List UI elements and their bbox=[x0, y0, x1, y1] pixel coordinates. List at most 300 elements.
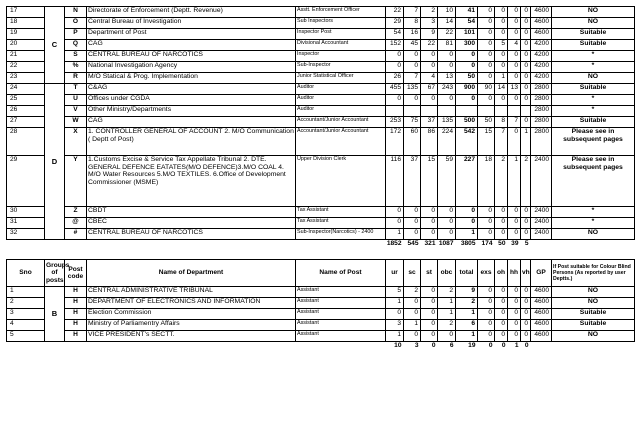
obc-cell: 224 bbox=[438, 128, 456, 156]
total-oh: 50 bbox=[495, 240, 508, 250]
suitable-cell: NO bbox=[552, 331, 635, 342]
st-cell: 9 bbox=[421, 29, 438, 40]
sc-cell: 8 bbox=[404, 18, 421, 29]
department-cell: CENTRAL ADMINISTRATIVE TRIBUNAL bbox=[87, 287, 296, 298]
lower-totals bbox=[7, 342, 635, 352]
sno-cell: 25 bbox=[7, 95, 45, 106]
department-cell: Directorate of Enforcement (Deptt. Revenue) bbox=[87, 7, 296, 18]
ur-cell: 0 bbox=[386, 309, 404, 320]
department-cell: Ministry of Parliamentry Affairs bbox=[87, 320, 296, 331]
post-code-cell: H bbox=[65, 309, 87, 320]
sc-cell: 75 bbox=[404, 117, 421, 128]
sno-cell: 17 bbox=[7, 7, 45, 18]
sno-cell: 24 bbox=[7, 84, 45, 95]
header-post-code: Post code bbox=[65, 260, 87, 287]
gp-cell: 2800 bbox=[531, 106, 552, 117]
exs-cell: 0 bbox=[478, 7, 495, 18]
st-cell: 67 bbox=[421, 84, 438, 95]
total-hh: 39 bbox=[508, 240, 521, 250]
department-cell: CAG bbox=[87, 40, 296, 51]
st-cell: 0 bbox=[421, 51, 438, 62]
table-row bbox=[7, 331, 635, 342]
st-cell: 0 bbox=[421, 298, 438, 309]
post-code-cell: W bbox=[65, 117, 87, 128]
department-cell: CBEC bbox=[87, 218, 296, 229]
st-cell: 0 bbox=[421, 320, 438, 331]
ur-cell: 3 bbox=[386, 320, 404, 331]
post-code-cell: P bbox=[65, 29, 87, 40]
ur-cell: 172 bbox=[386, 128, 404, 156]
obc-cell: 0 bbox=[438, 207, 456, 218]
post-code-cell: H bbox=[65, 331, 87, 342]
ur-cell: 22 bbox=[386, 7, 404, 18]
exs-cell: 15 bbox=[478, 128, 495, 156]
total-cell: 0 bbox=[456, 95, 478, 106]
sc-cell: 16 bbox=[404, 29, 421, 40]
post-cell: Assistant bbox=[296, 331, 386, 342]
gp-cell: 4600 bbox=[531, 298, 552, 309]
post-code-cell: U bbox=[65, 95, 87, 106]
post-cell: Divisional Accountant bbox=[296, 40, 386, 51]
vh-cell: 0 bbox=[521, 207, 531, 218]
oh-cell: 0 bbox=[495, 62, 508, 73]
department-cell: Offices under CGDA bbox=[87, 95, 296, 106]
obc-cell: 2 bbox=[438, 287, 456, 298]
ur-cell: 0 bbox=[386, 51, 404, 62]
vacancy-document bbox=[6, 6, 634, 351]
hh-cell: 7 bbox=[508, 117, 521, 128]
lower-total-oh: 0 bbox=[495, 342, 508, 352]
department-cell: DEPARTMENT OF ELECTRONICS AND INFORMATION bbox=[87, 298, 296, 309]
gp-cell: 4200 bbox=[531, 62, 552, 73]
lower-total-obc: 6 bbox=[438, 342, 456, 352]
suitable-cell: * bbox=[552, 218, 635, 229]
hh-cell: 13 bbox=[508, 84, 521, 95]
table-row bbox=[7, 117, 635, 128]
oh-cell: 0 bbox=[495, 95, 508, 106]
lower-total-hh: 1 bbox=[508, 342, 521, 352]
obc-cell: 243 bbox=[438, 84, 456, 95]
post-code-cell: % bbox=[65, 62, 87, 73]
suitable-cell: Please see in subsequent pages bbox=[552, 156, 635, 207]
hh-cell: 4 bbox=[508, 40, 521, 51]
group-cell: B bbox=[45, 287, 65, 342]
post-cell: Junior Statistical Officer bbox=[296, 73, 386, 84]
post-code-cell: Y bbox=[65, 156, 87, 207]
header-row bbox=[7, 260, 635, 287]
suitable-cell: * bbox=[552, 95, 635, 106]
gp-cell: 2400 bbox=[531, 156, 552, 207]
lower-total-total: 19 bbox=[456, 342, 478, 352]
hh-cell: 0 bbox=[508, 29, 521, 40]
header-suitable: If Post suitable for Colour Blind Persons (As reported by user Deptts.) bbox=[552, 260, 635, 287]
post-cell: Inspector Post bbox=[296, 29, 386, 40]
sc-cell: 0 bbox=[404, 218, 421, 229]
hh-cell: 0 bbox=[508, 309, 521, 320]
suitable-cell: * bbox=[552, 51, 635, 62]
table-row bbox=[7, 73, 635, 84]
suitable-cell: Suitable bbox=[552, 309, 635, 320]
obc-cell: 14 bbox=[438, 18, 456, 29]
total-cell: 300 bbox=[456, 40, 478, 51]
oh-cell: 0 bbox=[495, 298, 508, 309]
vh-cell bbox=[521, 106, 531, 117]
suitable-cell: NO bbox=[552, 7, 635, 18]
header-total: total bbox=[456, 260, 478, 287]
sc-cell bbox=[404, 106, 421, 117]
total-vh: 5 bbox=[521, 240, 531, 250]
post-cell: Tax Assistant bbox=[296, 218, 386, 229]
vh-cell: 0 bbox=[521, 331, 531, 342]
department-cell: CBDT bbox=[87, 207, 296, 218]
ur-cell: 455 bbox=[386, 84, 404, 95]
sc-cell: 0 bbox=[404, 331, 421, 342]
st-cell: 15 bbox=[421, 156, 438, 207]
oh-cell: 0 bbox=[495, 218, 508, 229]
suitable-cell: Suitable bbox=[552, 117, 635, 128]
ur-cell bbox=[386, 106, 404, 117]
hh-cell: 0 bbox=[508, 95, 521, 106]
sno-cell: 23 bbox=[7, 73, 45, 84]
ur-cell: 0 bbox=[386, 62, 404, 73]
ur-cell: 116 bbox=[386, 156, 404, 207]
vh-cell: 0 bbox=[521, 218, 531, 229]
department-cell: Election Commission bbox=[87, 309, 296, 320]
vh-cell: 0 bbox=[521, 84, 531, 95]
post-code-cell: Q bbox=[65, 40, 87, 51]
gp-cell: 4600 bbox=[531, 29, 552, 40]
hh-cell: 0 bbox=[508, 73, 521, 84]
vh-cell: 0 bbox=[521, 18, 531, 29]
hh-cell: 1 bbox=[508, 156, 521, 207]
lower-total-exs: 0 bbox=[478, 342, 495, 352]
department-cell: Other Ministry/Departments bbox=[87, 106, 296, 117]
hh-cell: 0 bbox=[508, 320, 521, 331]
post-cell: Assistant bbox=[296, 298, 386, 309]
ur-cell: 5 bbox=[386, 287, 404, 298]
total-st: 321 bbox=[421, 240, 438, 250]
group-cell: D bbox=[45, 84, 65, 240]
total-obc: 1087 bbox=[438, 240, 454, 247]
hh-cell: 0 bbox=[508, 7, 521, 18]
obc-cell: 22 bbox=[438, 29, 456, 40]
suitable-cell: * bbox=[552, 62, 635, 73]
department-cell: VICE PRESIDENT's SECTT. bbox=[87, 331, 296, 342]
ur-cell: 152 bbox=[386, 40, 404, 51]
vh-cell: 0 bbox=[521, 309, 531, 320]
department-cell: CENTRAL BUREAU OF NARCOTICS bbox=[87, 51, 296, 62]
sc-cell: 0 bbox=[404, 229, 421, 240]
obc-cell: 1 bbox=[438, 309, 456, 320]
sno-cell: 2 bbox=[7, 298, 45, 309]
suitable-cell: Suitable bbox=[552, 84, 635, 95]
ur-cell: 253 bbox=[386, 117, 404, 128]
table-row bbox=[7, 218, 635, 229]
gp-cell: 4600 bbox=[531, 331, 552, 342]
post-code-cell: H bbox=[65, 298, 87, 309]
sno-cell: 1 bbox=[7, 287, 45, 298]
hh-cell: 0 bbox=[508, 287, 521, 298]
total-cell: 0 bbox=[456, 51, 478, 62]
gp-cell: 4200 bbox=[531, 40, 552, 51]
oh-cell bbox=[495, 106, 508, 117]
total-cell: 1 bbox=[456, 309, 478, 320]
total-cell: 0 bbox=[456, 207, 478, 218]
oh-cell: 8 bbox=[495, 117, 508, 128]
gp-cell: 4600 bbox=[531, 287, 552, 298]
gp-cell: 2800 bbox=[531, 84, 552, 95]
vh-cell: 0 bbox=[521, 29, 531, 40]
post-code-cell: @ bbox=[65, 218, 87, 229]
post-cell: Inspector bbox=[296, 51, 386, 62]
vh-cell: 2 bbox=[521, 156, 531, 207]
ur-cell: 29 bbox=[386, 18, 404, 29]
exs-cell: 0 bbox=[478, 18, 495, 29]
oh-cell: 1 bbox=[495, 73, 508, 84]
exs-cell: 18 bbox=[478, 156, 495, 207]
department-cell: C&AG bbox=[87, 84, 296, 95]
post-code-cell: T bbox=[65, 84, 87, 95]
hh-cell: 0 bbox=[508, 128, 521, 156]
post-cell: Assistant bbox=[296, 287, 386, 298]
header-gp: GP bbox=[531, 260, 552, 287]
obc-cell: 10 bbox=[438, 7, 456, 18]
obc-cell: 1 bbox=[438, 298, 456, 309]
st-cell: 4 bbox=[421, 73, 438, 84]
total-cell: 227 bbox=[456, 156, 478, 207]
exs-cell: 90 bbox=[478, 84, 495, 95]
sno-cell: 29 bbox=[7, 156, 45, 207]
oh-cell: 0 bbox=[495, 7, 508, 18]
hh-cell: 0 bbox=[508, 18, 521, 29]
oh-cell: 0 bbox=[495, 229, 508, 240]
sc-cell: 1 bbox=[404, 320, 421, 331]
header-group: Groups of posts bbox=[45, 260, 65, 287]
obc-cell: 0 bbox=[438, 62, 456, 73]
department-cell: CENTRAL BUREAU OF NARCOTICS bbox=[87, 229, 296, 240]
post-cell: Assistant bbox=[296, 309, 386, 320]
exs-cell: 0 bbox=[478, 95, 495, 106]
post-cell: Sub-Inspector bbox=[296, 62, 386, 73]
post-cell: Auditor bbox=[296, 106, 386, 117]
post-cell: Sub-Inspector(Narcotics) - 2400 bbox=[296, 229, 386, 240]
post-code-cell: S bbox=[65, 51, 87, 62]
sno-cell: 26 bbox=[7, 106, 45, 117]
header-sc: sc bbox=[404, 260, 421, 287]
sc-cell: 0 bbox=[404, 95, 421, 106]
total-cell: 542 bbox=[456, 128, 478, 156]
total-cell: 6 bbox=[456, 320, 478, 331]
hh-cell: 0 bbox=[508, 207, 521, 218]
oh-cell: 2 bbox=[495, 156, 508, 207]
sc-cell: 135 bbox=[404, 84, 421, 95]
table-row bbox=[7, 156, 635, 207]
oh-cell: 0 bbox=[495, 29, 508, 40]
vh-cell: 0 bbox=[521, 298, 531, 309]
total-cell: 50 bbox=[456, 73, 478, 84]
vh-cell: 0 bbox=[521, 51, 531, 62]
header-sno: Sno bbox=[7, 260, 45, 287]
total-cell: 101 bbox=[456, 29, 478, 40]
vh-cell: 0 bbox=[521, 320, 531, 331]
sc-cell: 37 bbox=[404, 156, 421, 207]
header-ur: ur bbox=[386, 260, 404, 287]
suitable-cell: Please see in subsequent pages bbox=[552, 128, 635, 156]
hh-cell: 0 bbox=[508, 229, 521, 240]
suitable-cell: NO bbox=[552, 298, 635, 309]
lower-table-body bbox=[7, 287, 635, 342]
total-cell: 500 bbox=[456, 117, 478, 128]
obc-cell: 0 bbox=[438, 229, 456, 240]
table-row bbox=[7, 106, 635, 117]
post-code-cell: V bbox=[65, 106, 87, 117]
oh-cell: 0 bbox=[495, 320, 508, 331]
st-cell: 2 bbox=[421, 7, 438, 18]
obc-cell: 135 bbox=[438, 117, 456, 128]
hh-cell: 0 bbox=[508, 298, 521, 309]
suitable-cell: NO bbox=[552, 287, 635, 298]
exs-cell: 0 bbox=[478, 331, 495, 342]
exs-cell: 50 bbox=[478, 117, 495, 128]
table-row bbox=[7, 95, 635, 106]
st-cell: 0 bbox=[421, 207, 438, 218]
sno-cell: 32 bbox=[7, 229, 45, 240]
obc-cell bbox=[438, 106, 456, 117]
post-cell: Accountant/Junior Accountant bbox=[296, 128, 386, 156]
sno-cell: 21 bbox=[7, 51, 45, 62]
suitable-cell: NO bbox=[552, 73, 635, 84]
vh-cell: 0 bbox=[521, 287, 531, 298]
ur-cell: 54 bbox=[386, 29, 404, 40]
sno-cell: 27 bbox=[7, 117, 45, 128]
exs-cell bbox=[478, 106, 495, 117]
department-cell: National Investigation Agency bbox=[87, 62, 296, 73]
total-total: 3805 bbox=[456, 240, 478, 250]
obc-cell: 59 bbox=[438, 156, 456, 207]
table-row bbox=[7, 298, 635, 309]
exs-cell: 0 bbox=[478, 218, 495, 229]
total-cell: 1 bbox=[456, 229, 478, 240]
st-cell: 0 bbox=[421, 309, 438, 320]
st-cell: 86 bbox=[421, 128, 438, 156]
gp-cell: 2800 bbox=[531, 128, 552, 156]
vh-cell: 0 bbox=[521, 229, 531, 240]
post-code-cell: H bbox=[65, 287, 87, 298]
department-cell: Central Bureau of Investigation bbox=[87, 18, 296, 29]
sc-cell: 45 bbox=[404, 40, 421, 51]
hh-cell: 0 bbox=[508, 331, 521, 342]
table-row bbox=[7, 7, 635, 18]
st-cell: 0 bbox=[421, 95, 438, 106]
oh-cell: 0 bbox=[495, 309, 508, 320]
oh-cell: 0 bbox=[495, 207, 508, 218]
exs-cell: 0 bbox=[478, 320, 495, 331]
department-cell: CAG bbox=[87, 117, 296, 128]
header-post: Name of Post bbox=[296, 260, 386, 287]
ur-cell: 0 bbox=[386, 95, 404, 106]
sc-cell: 60 bbox=[404, 128, 421, 156]
table-row bbox=[7, 40, 635, 51]
suitable-cell: NO bbox=[552, 18, 635, 29]
hh-cell: 0 bbox=[508, 62, 521, 73]
table-row bbox=[7, 229, 635, 240]
oh-cell: 7 bbox=[495, 128, 508, 156]
obc-cell: 0 bbox=[438, 331, 456, 342]
total-cell: 1 bbox=[456, 331, 478, 342]
st-cell: 0 bbox=[421, 331, 438, 342]
obc-cell: 0 bbox=[438, 218, 456, 229]
gp-cell: 2400 bbox=[531, 218, 552, 229]
ur-cell: 0 bbox=[386, 218, 404, 229]
total-cell: 0 bbox=[456, 218, 478, 229]
sno-cell: 5 bbox=[7, 331, 45, 342]
obc-cell: 13 bbox=[438, 73, 456, 84]
obc-cell: 0 bbox=[438, 95, 456, 106]
st-cell: 3 bbox=[421, 18, 438, 29]
exs-cell: 0 bbox=[478, 29, 495, 40]
post-cell: Auditor bbox=[296, 84, 386, 95]
table-row bbox=[7, 128, 635, 156]
gp-cell: 2800 bbox=[531, 95, 552, 106]
st-cell: 0 bbox=[421, 287, 438, 298]
gp-cell: 2400 bbox=[531, 229, 552, 240]
table-row bbox=[7, 320, 635, 331]
gp-cell: 4600 bbox=[531, 7, 552, 18]
header-department: Name of Department bbox=[87, 260, 296, 287]
sno-cell: 31 bbox=[7, 218, 45, 229]
total-cell: 2 bbox=[456, 298, 478, 309]
sno-cell: 30 bbox=[7, 207, 45, 218]
oh-cell: 5 bbox=[495, 40, 508, 51]
exs-cell: 0 bbox=[478, 309, 495, 320]
total-cell: 9 bbox=[456, 287, 478, 298]
post-code-cell: N bbox=[65, 7, 87, 18]
oh-cell: 0 bbox=[495, 331, 508, 342]
suitable-cell: * bbox=[552, 106, 635, 117]
sc-cell: 0 bbox=[404, 62, 421, 73]
obc-cell: 0 bbox=[438, 51, 456, 62]
sc-cell: 0 bbox=[404, 207, 421, 218]
sno-cell: 3 bbox=[7, 309, 45, 320]
exs-cell: 0 bbox=[478, 62, 495, 73]
department-cell: 1.Customs Excise & Service Tax Appellate Tribunal 2. DTE. GENERAL DEFENCE EATATES(M/O DEFENCE)3.M/O COAL 4. M/O Water Resources 5.M/O TEXTILES. 6.Office of Development Commissioner (MSME) bbox=[87, 156, 296, 207]
post-code-cell: R bbox=[65, 73, 87, 84]
vacancy-table bbox=[6, 6, 635, 351]
oh-cell: 14 bbox=[495, 84, 508, 95]
st-cell: 22 bbox=[421, 40, 438, 51]
gp-cell: 2800 bbox=[531, 117, 552, 128]
table-row bbox=[7, 287, 635, 298]
lower-total-st: 0 bbox=[421, 342, 438, 352]
table-row bbox=[7, 62, 635, 73]
st-cell: 0 bbox=[421, 229, 438, 240]
suitable-cell: Suitable bbox=[552, 320, 635, 331]
ur-cell: 26 bbox=[386, 73, 404, 84]
table-row bbox=[7, 51, 635, 62]
vh-cell: 0 bbox=[521, 62, 531, 73]
sno-cell: 18 bbox=[7, 18, 45, 29]
header-st: st bbox=[421, 260, 438, 287]
sno-cell: 22 bbox=[7, 62, 45, 73]
post-code-cell: Z bbox=[65, 207, 87, 218]
post-code-cell: O bbox=[65, 18, 87, 29]
st-cell: 0 bbox=[421, 62, 438, 73]
lower-total-vh: 0 bbox=[521, 342, 531, 352]
group-cell: C bbox=[45, 7, 65, 84]
exs-cell: 0 bbox=[478, 229, 495, 240]
department-cell: M/O Statical & Prog. Implementation bbox=[87, 73, 296, 84]
ur-cell: 1 bbox=[386, 331, 404, 342]
